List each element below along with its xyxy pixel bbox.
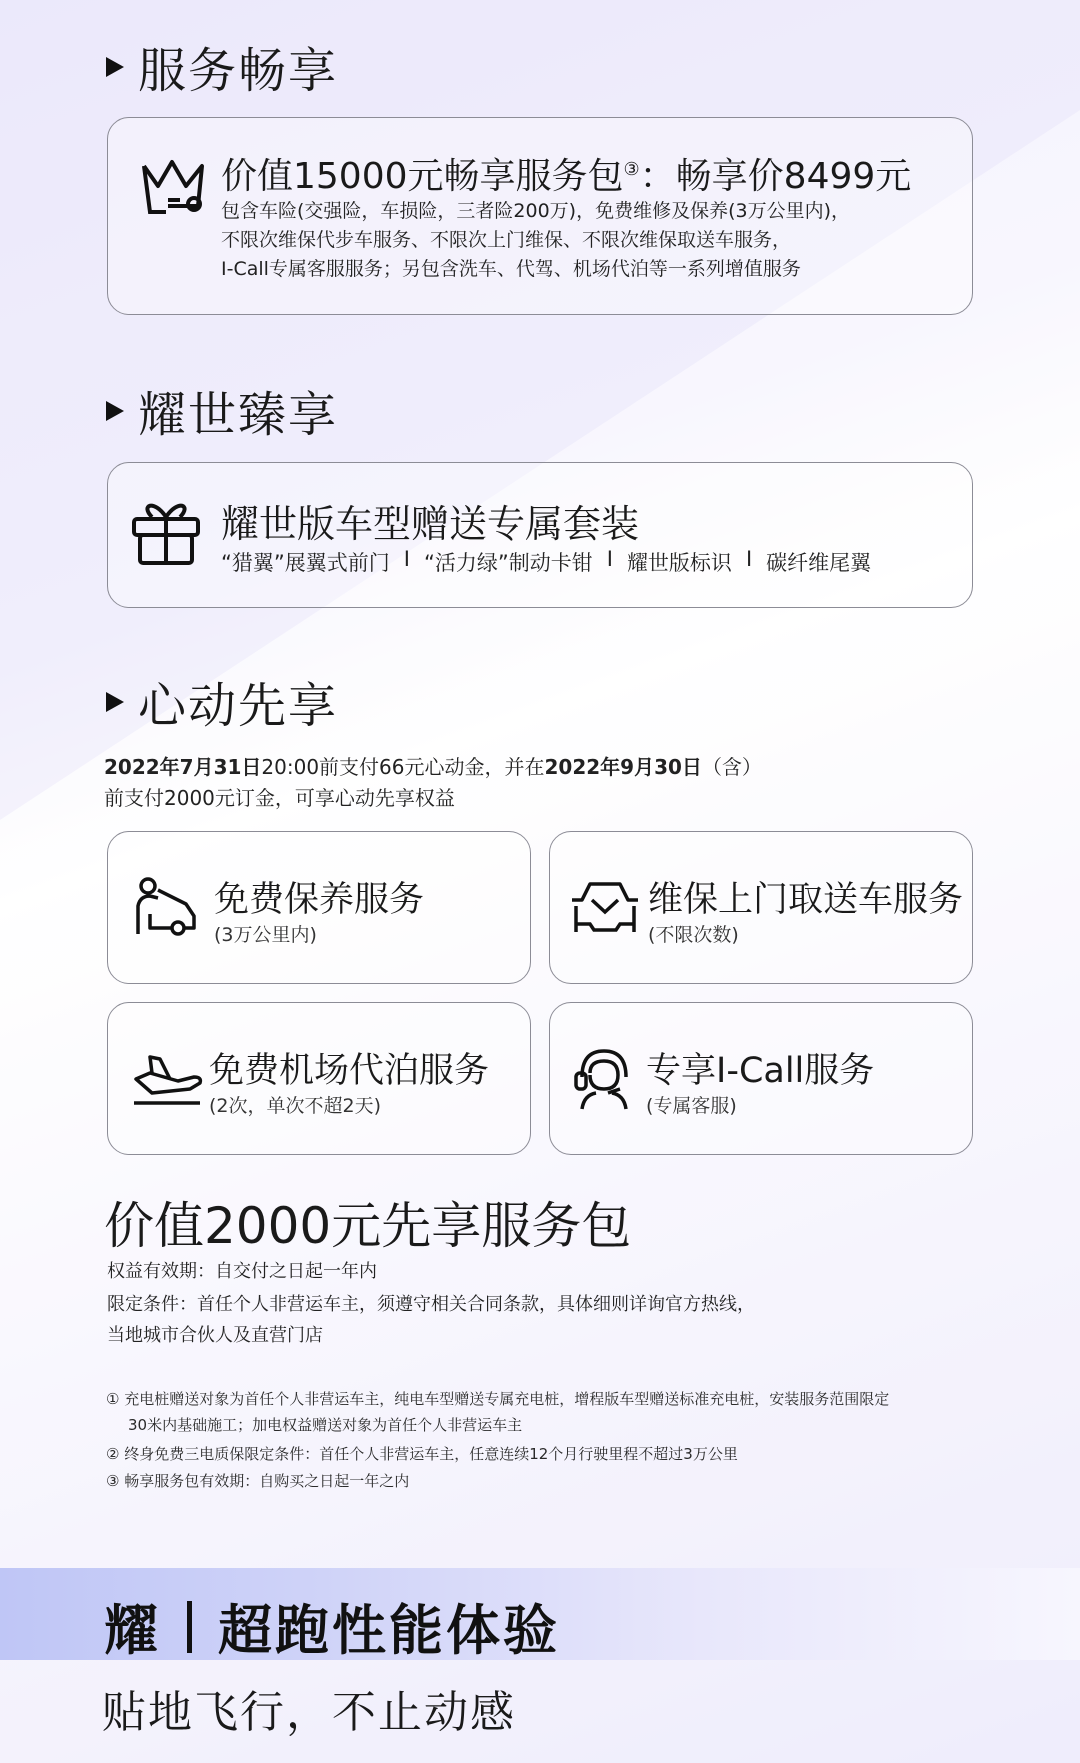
section-header-service [106, 32, 338, 101]
kit-item: 耀世版标识 [626, 551, 732, 575]
tile-pickup-service [549, 831, 973, 984]
section-header-yaoshi [106, 376, 338, 445]
triangle-bullet-icon [106, 692, 124, 712]
separator: I [606, 547, 613, 571]
kit-item: “猎翼”展翼式前门 [221, 551, 390, 575]
service-package-card [107, 117, 973, 315]
airplane-icon [130, 1049, 204, 1109]
headset-icon [568, 1043, 638, 1113]
tile-title: 免费保养服务 [214, 880, 425, 920]
separator: I [403, 547, 410, 571]
yaoshi-kit-items [221, 547, 871, 577]
footnote-1-cont: 30米内基础施工；加电权益赠送对象为首任个人非营运车主 [128, 1416, 523, 1434]
tile-icall-service [549, 1002, 973, 1155]
yaoshi-kit-title: 耀世版车型赠送专属套装 [221, 502, 640, 546]
car-pickup-icon [568, 876, 642, 938]
footnote-1: ① 充电桩赠送对象为首任个人非营运车主，纯电车型赠送专属充电桩，增程版车型赠送标准充电桩，安装服务范围限定 [106, 1390, 890, 1408]
package-limit: 限定条件：首任个人非营运车主，须遵守相关合同条款，具体细则详询官方热线， [107, 1294, 755, 1315]
section-title: 服务畅享 [138, 43, 339, 99]
crown-icon [138, 156, 208, 220]
tile-subtitle: (专属客服) [646, 1095, 737, 1117]
tile-title: 专享I-Call服务 [646, 1051, 875, 1091]
tile-subtitle: (3万公里内) [214, 924, 317, 946]
service-package-line: 包含车险(交强险，车损险，三者险200万)，免费维修及保养(3万公里内)， [221, 200, 851, 222]
package-validity: 权益有效期：自交付之日起一年内 [107, 1261, 377, 1282]
section-title: 心动先享 [138, 678, 339, 734]
footnote-3: ③ 畅享服务包有效期：自购买之日起一年之内 [106, 1472, 410, 1490]
tile-free-maintenance [107, 831, 531, 984]
kit-item: “活力绿”制动卡钳 [423, 551, 593, 575]
kit-item: 碳纤维尾翼 [766, 551, 872, 575]
tile-subtitle: (不限次数) [648, 924, 739, 946]
service-package-line: I-Call专属客服服务；另包含洗车、代驾、机场代泊等一系列增值服务 [221, 258, 801, 280]
section-title: 耀世臻享 [138, 387, 339, 443]
bottom-subtitle: 贴地飞行，不止动感 [102, 1687, 516, 1738]
tile-airport-parking [107, 1002, 531, 1155]
section-header-xindong [106, 667, 338, 736]
bottom-title-text: 超跑性能体验 [218, 1599, 560, 1662]
triangle-bullet-icon [106, 57, 124, 77]
xindong-terms-line2: 前支付2000元订金，可享心动先享权益 [104, 786, 455, 810]
mechanic-car-icon [130, 876, 200, 938]
footnote-2: ② 终身免费三电质保限定条件：首任个人非营运车主，任意连续12个月行驶里程不超过3万公里 [106, 1445, 738, 1463]
bottom-char: 耀 [104, 1599, 161, 1662]
triangle-bullet-icon [106, 401, 124, 421]
yaoshi-kit-card [107, 462, 973, 608]
divider-bar [187, 1601, 192, 1653]
gift-icon [128, 495, 204, 567]
tile-title: 免费机场代泊服务 [209, 1051, 490, 1091]
package-title: 价值2000元先享服务包 [104, 1197, 632, 1255]
bottom-heading [104, 1588, 560, 1665]
separator: I [745, 547, 753, 571]
service-package-title: 价值15000元畅享服务包③：畅享价8499元 [221, 156, 912, 197]
xindong-terms-line1: 2022年7月31日20:00前支付66元心动金，并在2022年9月30日（含） [104, 755, 762, 779]
tile-title: 维保上门取送车服务 [648, 880, 964, 920]
package-limit: 当地城市合伙人及直营门店 [107, 1325, 323, 1346]
service-package-line: 不限次维保代步车服务、不限次上门维保、不限次维保取送车服务， [221, 229, 792, 251]
tile-subtitle: (2次，单次不超2天) [209, 1095, 382, 1117]
